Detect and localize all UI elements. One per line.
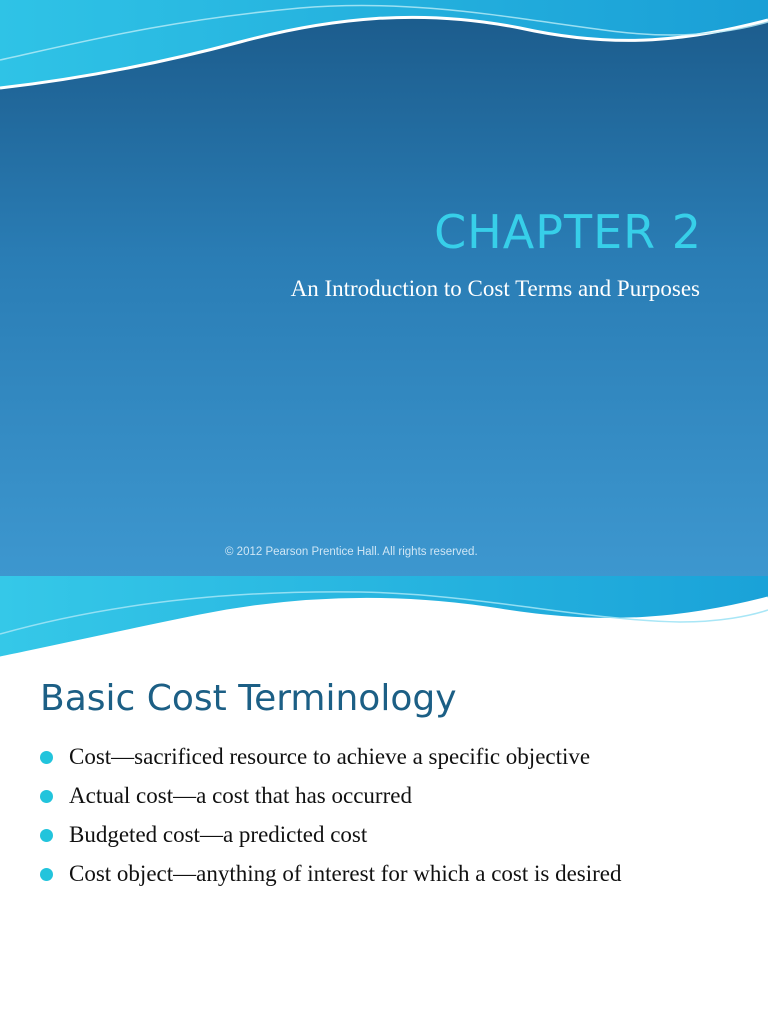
bullet-text: Actual cost—a cost that has occurred [69,783,412,808]
wave-banner [0,0,768,120]
slide-title: Basic Cost Terminology [40,678,457,719]
wave-banner [0,576,768,671]
bullet-dot-icon [40,868,53,881]
bullet-dot-icon [40,790,53,803]
bullet-item [38,740,738,773]
bullet-item [38,818,738,851]
bullet-dot-icon [40,829,53,842]
bullet-dot-icon [40,751,53,764]
chapter-subtitle: An Introduction to Cost Terms and Purposes [290,276,700,301]
bullet-text: Cost—sacrificed resource to achieve a specific objective [69,744,591,769]
bullet-text: Budgeted cost—a predicted cost [69,822,368,847]
chapter-title: CHAPTER 2 [434,205,702,259]
slide-basic-cost-terminology [0,576,768,1024]
bullet-item [38,779,738,812]
bullet-list [38,740,738,896]
copyright-footer: © 2012 Pearson Prentice Hall. All rights reserved. [225,546,478,558]
bullet-item [38,857,738,890]
bullet-text: Cost object—anything of interest for which a cost is desired [69,861,622,886]
